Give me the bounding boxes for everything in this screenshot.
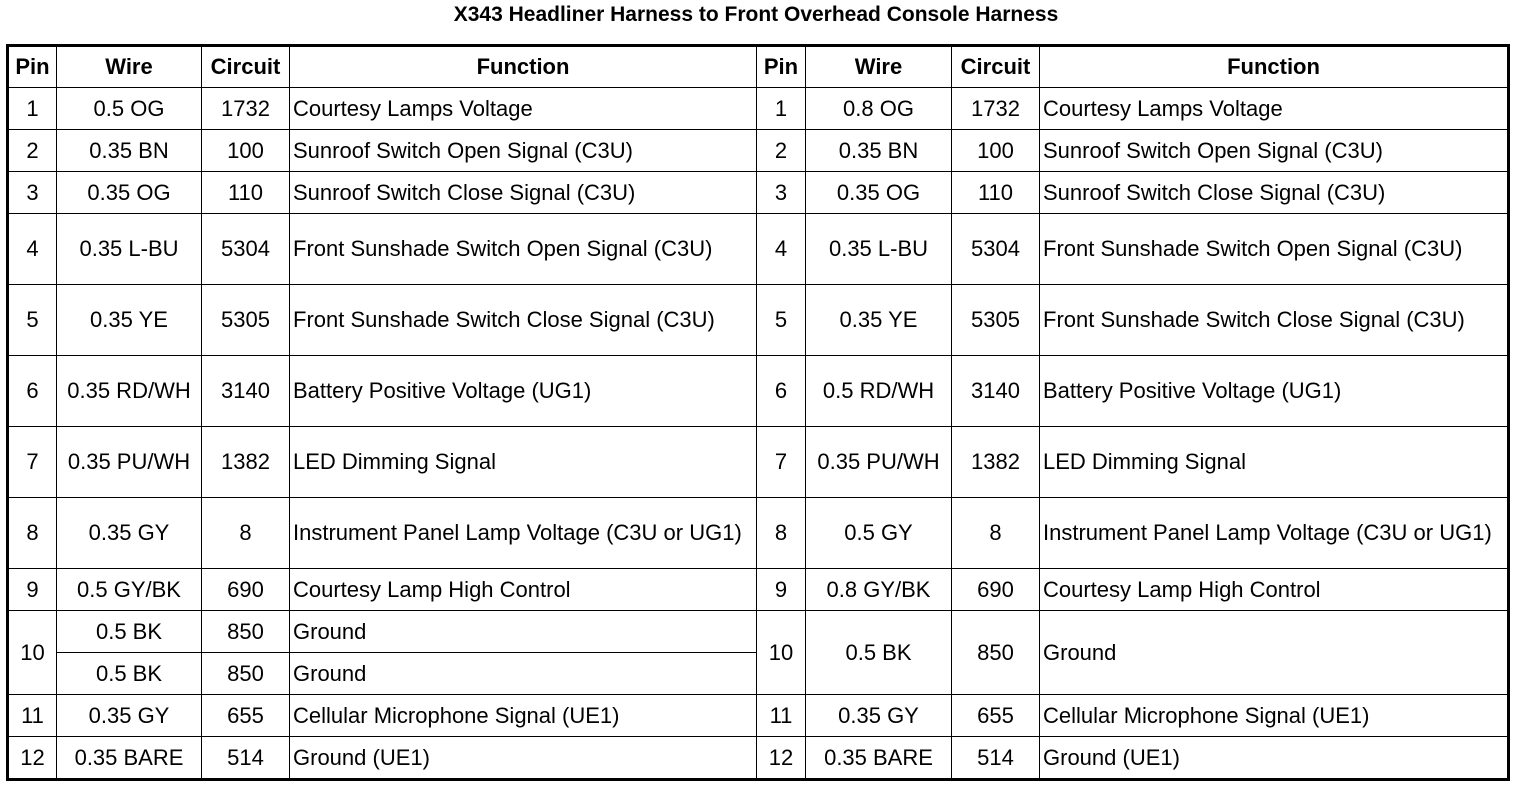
left-pin: 6 [8, 356, 57, 427]
right-wire: 0.8 OG [806, 88, 952, 130]
left-function: LED Dimming Signal [290, 427, 757, 498]
left-wire: 0.35 BN [57, 130, 202, 172]
right-wire: 0.35 OG [806, 172, 952, 214]
right-function: Sunroof Switch Close Signal (C3U) [1040, 172, 1509, 214]
right-wire: 0.35 PU/WH [806, 427, 952, 498]
right-pin: 8 [757, 498, 806, 569]
right-circuit: 100 [952, 130, 1040, 172]
left-function: Ground (UE1) [290, 737, 757, 780]
right-circuit: 3140 [952, 356, 1040, 427]
right-function: Ground [1040, 611, 1509, 695]
table-row [8, 356, 1509, 427]
table-row [8, 214, 1509, 285]
right-pin: 1 [757, 88, 806, 130]
left-pin: 12 [8, 737, 57, 780]
right-circuit: 514 [952, 737, 1040, 780]
right-pin: 3 [757, 172, 806, 214]
right-function: Sunroof Switch Open Signal (C3U) [1040, 130, 1509, 172]
left-wire: 0.35 GY [57, 695, 202, 737]
table-row [8, 498, 1509, 569]
right-circuit: 8 [952, 498, 1040, 569]
right-pin: 7 [757, 427, 806, 498]
right-pin: 11 [757, 695, 806, 737]
header-row [8, 46, 1509, 88]
table-row [8, 569, 1509, 611]
table-row [8, 285, 1509, 356]
left-function: Front Sunshade Switch Close Signal (C3U) [290, 285, 757, 356]
right-circuit: 110 [952, 172, 1040, 214]
right-wire: 0.35 YE [806, 285, 952, 356]
right-circuit: 655 [952, 695, 1040, 737]
right-wire: 0.35 GY [806, 695, 952, 737]
left-circuit: 110 [202, 172, 290, 214]
right-wire: 0.5 BK [806, 611, 952, 695]
left-pin: 1 [8, 88, 57, 130]
right-circuit: 5305 [952, 285, 1040, 356]
left-circuit: 1732 [202, 88, 290, 130]
right-circuit: 850 [952, 611, 1040, 695]
table-row [8, 695, 1509, 737]
left-circuit: 850 [202, 653, 290, 695]
table-row [8, 130, 1509, 172]
left-pin-header: Pin [8, 46, 57, 88]
left-circuit: 8 [202, 498, 290, 569]
right-pin-header: Pin [757, 46, 806, 88]
left-pin: 7 [8, 427, 57, 498]
left-circuit: 655 [202, 695, 290, 737]
left-circuit: 5304 [202, 214, 290, 285]
left-function: Ground [290, 611, 757, 653]
right-function: Ground (UE1) [1040, 737, 1509, 780]
left-wire: 0.35 PU/WH [57, 427, 202, 498]
left-function: Cellular Microphone Signal (UE1) [290, 695, 757, 737]
left-wire: 0.5 OG [57, 88, 202, 130]
right-function: Battery Positive Voltage (UG1) [1040, 356, 1509, 427]
left-circuit: 690 [202, 569, 290, 611]
table-row [8, 737, 1509, 780]
right-pin: 5 [757, 285, 806, 356]
left-wire: 0.5 BK [57, 611, 202, 653]
left-pin: 3 [8, 172, 57, 214]
left-wire: 0.5 BK [57, 653, 202, 695]
right-pin: 12 [757, 737, 806, 780]
left-circuit: 100 [202, 130, 290, 172]
left-pin: 11 [8, 695, 57, 737]
left-wire: 0.35 GY [57, 498, 202, 569]
left-pin: 5 [8, 285, 57, 356]
right-wire: 0.35 L-BU [806, 214, 952, 285]
left-circuit: 5305 [202, 285, 290, 356]
right-wire: 0.35 BN [806, 130, 952, 172]
left-wire: 0.35 OG [57, 172, 202, 214]
left-wire: 0.35 YE [57, 285, 202, 356]
left-wire: 0.35 RD/WH [57, 356, 202, 427]
left-wire: 0.5 GY/BK [57, 569, 202, 611]
right-function: Courtesy Lamps Voltage [1040, 88, 1509, 130]
left-circuit: 850 [202, 611, 290, 653]
right-wire: 0.35 BARE [806, 737, 952, 780]
left-circuit: 3140 [202, 356, 290, 427]
left-wire: 0.35 L-BU [57, 214, 202, 285]
table-title: X343 Headliner Harness to Front Overhead Console Harness [453, 3, 1059, 26]
right-pin: 4 [757, 214, 806, 285]
right-pin: 6 [757, 356, 806, 427]
right-pin: 10 [757, 611, 806, 695]
left-pin: 2 [8, 130, 57, 172]
left-pin: 4 [8, 214, 57, 285]
left-function: Ground [290, 653, 757, 695]
left-wire-header: Wire [57, 46, 202, 88]
left-circuit: 1382 [202, 427, 290, 498]
right-pin: 2 [757, 130, 806, 172]
left-pin: 10 [8, 611, 57, 695]
right-circuit: 690 [952, 569, 1040, 611]
left-function: Courtesy Lamps Voltage [290, 88, 757, 130]
left-function: Front Sunshade Switch Open Signal (C3U) [290, 214, 757, 285]
right-pin: 9 [757, 569, 806, 611]
left-pin: 9 [8, 569, 57, 611]
right-function: Cellular Microphone Signal (UE1) [1040, 695, 1509, 737]
left-pin: 8 [8, 498, 57, 569]
right-function: Front Sunshade Switch Open Signal (C3U) [1040, 214, 1509, 285]
right-circuit: 5304 [952, 214, 1040, 285]
left-circuit-header: Circuit [202, 46, 290, 88]
left-function: Instrument Panel Lamp Voltage (C3U or UG1) [290, 498, 757, 569]
left-function-header: Function [290, 46, 757, 88]
left-circuit: 514 [202, 737, 290, 780]
right-circuit-header: Circuit [952, 46, 1040, 88]
right-function-header: Function [1040, 46, 1509, 88]
table-row [8, 88, 1509, 130]
right-circuit: 1382 [952, 427, 1040, 498]
right-wire: 0.5 GY [806, 498, 952, 569]
right-function: Courtesy Lamp High Control [1040, 569, 1509, 611]
left-function: Courtesy Lamp High Control [290, 569, 757, 611]
left-wire: 0.35 BARE [57, 737, 202, 780]
table-row [8, 427, 1509, 498]
pinout-table [6, 44, 1510, 781]
left-function: Battery Positive Voltage (UG1) [290, 356, 757, 427]
right-function: LED Dimming Signal [1040, 427, 1509, 498]
table-row [8, 172, 1509, 214]
left-function: Sunroof Switch Open Signal (C3U) [290, 130, 757, 172]
right-wire-header: Wire [806, 46, 952, 88]
right-circuit: 1732 [952, 88, 1040, 130]
right-function: Instrument Panel Lamp Voltage (C3U or UG1) [1040, 498, 1509, 569]
table-row [8, 611, 1509, 653]
left-function: Sunroof Switch Close Signal (C3U) [290, 172, 757, 214]
right-function: Front Sunshade Switch Close Signal (C3U) [1040, 285, 1509, 356]
right-wire: 0.8 GY/BK [806, 569, 952, 611]
right-wire: 0.5 RD/WH [806, 356, 952, 427]
